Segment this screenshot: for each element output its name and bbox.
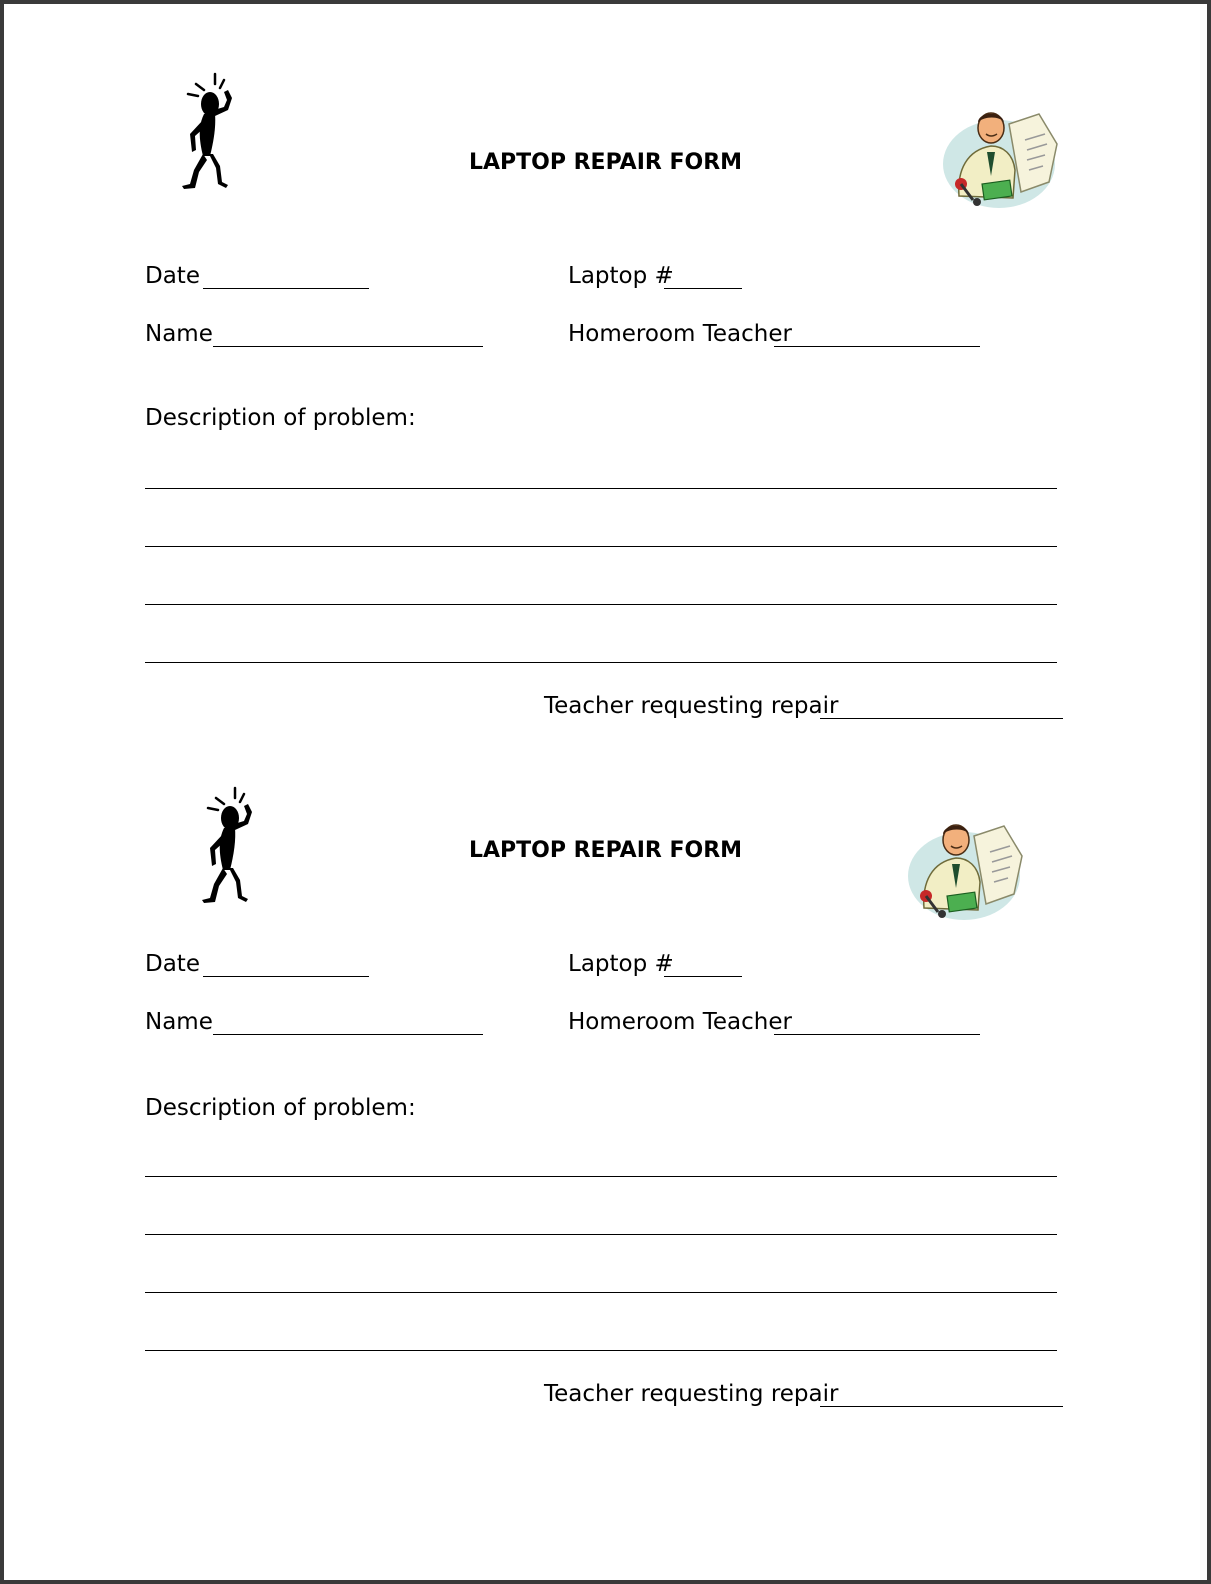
- date-label: Date: [145, 951, 200, 977]
- date-field[interactable]: [203, 288, 369, 289]
- homeroom-teacher-field[interactable]: [774, 346, 980, 347]
- form-title: LAPTOP REPAIR FORM: [468, 150, 743, 175]
- description-line-2[interactable]: [145, 1234, 1057, 1235]
- teacher-requesting-label: Teacher requesting repair: [544, 693, 839, 719]
- teacher-requesting-label: Teacher requesting repair: [544, 1381, 839, 1407]
- description-label: Description of problem:: [145, 405, 416, 431]
- description-line-3[interactable]: [145, 604, 1057, 605]
- name-label: Name: [145, 321, 213, 347]
- technician-repair-icon: [939, 100, 1069, 214]
- laptop-number-label: Laptop #: [568, 951, 674, 977]
- description-line-2[interactable]: [145, 546, 1057, 547]
- homeroom-teacher-label: Homeroom Teacher: [568, 1009, 792, 1035]
- laptop-number-field[interactable]: [664, 288, 742, 289]
- laptop-number-field[interactable]: [664, 976, 742, 977]
- name-field[interactable]: [213, 1034, 483, 1035]
- homeroom-teacher-label: Homeroom Teacher: [568, 321, 792, 347]
- description-line-4[interactable]: [145, 1350, 1057, 1351]
- homeroom-teacher-field[interactable]: [774, 1034, 980, 1035]
- name-label: Name: [145, 1009, 213, 1035]
- repair-form-2: [4, 692, 1207, 1407]
- description-line-3[interactable]: [145, 1292, 1057, 1293]
- form-title: LAPTOP REPAIR FORM: [468, 838, 743, 863]
- teacher-requesting-field[interactable]: [820, 1406, 1063, 1407]
- name-field[interactable]: [213, 346, 483, 347]
- description-line-4[interactable]: [145, 662, 1057, 663]
- technician-repair-icon: [904, 812, 1034, 926]
- description-line-1[interactable]: [145, 1176, 1057, 1177]
- description-line-1[interactable]: [145, 488, 1057, 489]
- date-field[interactable]: [203, 976, 369, 977]
- description-label: Description of problem:: [145, 1095, 416, 1121]
- laptop-number-label: Laptop #: [568, 263, 674, 289]
- repair-form-1: [4, 4, 1207, 719]
- date-label: Date: [145, 263, 200, 289]
